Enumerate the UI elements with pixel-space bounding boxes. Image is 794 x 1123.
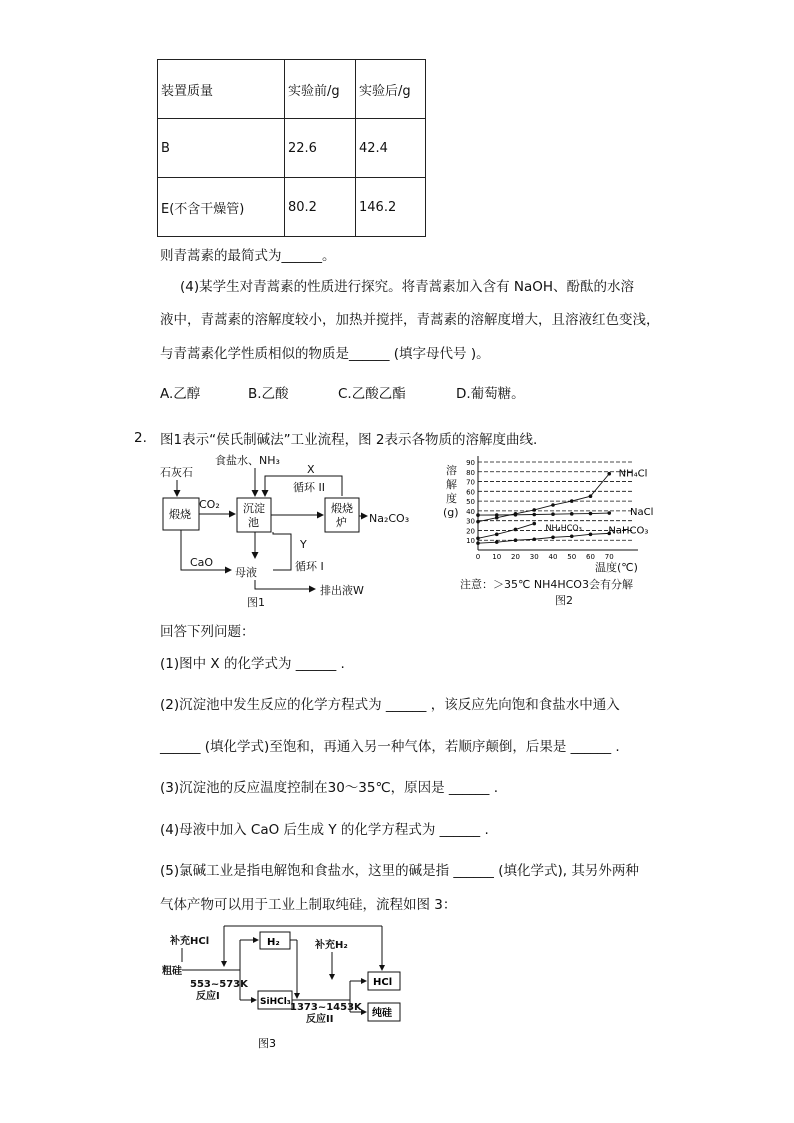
table-row: [158, 178, 426, 237]
r2-label: 反应II: [306, 1014, 334, 1025]
table-cell: 80.2: [285, 178, 356, 237]
data-point: [589, 494, 593, 498]
pure-si-label: 纯硅: [372, 1008, 392, 1019]
table-cell: E(不含干燥管): [158, 178, 285, 237]
discharge-label: 排出液W: [320, 584, 364, 597]
pool-label-1: 沉淀: [243, 502, 265, 515]
q3-answer-line: 则青蒿素的最简式为______。: [160, 248, 336, 264]
part-4: (4)母液中加入 CaO 后生成 Y 的化学方程式为 ______ .: [160, 822, 489, 838]
figure-2-solubility-chart: [440, 452, 670, 612]
table-cell: 146.2: [356, 178, 426, 237]
part-5-line-2: 气体产物可以用于工业上制取纯硅，流程如图 3：: [160, 897, 457, 913]
y-tick-label: 20: [466, 527, 475, 536]
x-tick-label: 30: [529, 553, 539, 561]
series-label: NH₄HCO₃: [545, 523, 582, 533]
series-label: NH₄Cl: [618, 468, 648, 480]
option-a: A.乙醇: [160, 386, 201, 402]
figure-3-silicon-flow: [160, 922, 410, 1052]
h2-label: H₂: [267, 937, 280, 948]
cycle2-label: 循环 II: [293, 481, 325, 494]
crude-si-label: 粗硅: [162, 966, 182, 977]
y-tick-label: 50: [466, 498, 475, 507]
x-tick-label: 40: [548, 553, 558, 561]
q4-line-3: 与青蒿素化学性质相似的物质是______ (填字母代号 )。: [160, 346, 490, 362]
figure-2-caption: 图2: [555, 594, 573, 607]
y-label: Y: [300, 538, 307, 551]
x-tick-label: 50: [567, 553, 577, 561]
table-cell: B: [158, 119, 285, 178]
data-point: [476, 513, 480, 517]
answer-prompt: 回答下列问题：: [160, 624, 255, 640]
part-2-line-1: (2)沉淀池中发生反应的化学方程式为 ______ ，该反应先向饱和食盐水中通入: [160, 697, 620, 713]
cycle1-label: 循环 I: [295, 560, 324, 573]
x-tick-label: 20: [511, 553, 520, 561]
table-header-cell: 实验后/g: [356, 60, 426, 119]
x-tick-label: 0: [475, 553, 481, 561]
series-line: [478, 524, 534, 539]
calcine-label: 煅烧: [169, 508, 191, 521]
data-point: [551, 512, 555, 516]
y-axis-label-2: 解: [446, 478, 457, 491]
data-point: [476, 536, 480, 540]
data-point: [532, 522, 536, 526]
data-point: [476, 541, 480, 545]
x-tick-label: 60: [586, 553, 595, 561]
x-tick-label: 70: [604, 553, 614, 561]
cao-label: CaO: [190, 556, 214, 569]
table-header-cell: 装置质量: [158, 60, 285, 119]
data-point: [476, 520, 480, 524]
part-5-line-1: (5)氯碱工业是指电解饱和食盐水，这里的碱是指 ______ (填化学式), 其另外两种: [160, 863, 639, 879]
sihcl3-label: SiHCl₃: [260, 997, 291, 1007]
y-axis-label-1: 溶: [446, 464, 457, 477]
data-point: [570, 535, 574, 539]
part-2-line-2: ______ (填化学式)至饱和，再通入另一种气体，若顺序颠倒，后果是 ______ .: [160, 739, 620, 755]
limestone-label: 石灰石: [160, 466, 193, 479]
y-axis-label-4: (g): [443, 506, 459, 519]
h2-add-label: 补充H₂: [315, 940, 348, 951]
data-point: [532, 508, 536, 512]
y-axis-label-3: 度: [446, 492, 457, 505]
pool-label-2: 池: [248, 516, 259, 529]
figure-1-flowchart: [155, 448, 435, 608]
y-tick-label: 30: [466, 517, 475, 526]
series-label: NaHCO₃: [608, 525, 649, 537]
data-point: [495, 513, 499, 517]
part-3: (3)沉淀池的反应温度控制在30～35℃，原因是 ______ .: [160, 780, 499, 796]
part-1: (1)图中 X 的化学式为 ______ .: [160, 656, 345, 672]
x-label: X: [307, 463, 315, 476]
r1-temp-label: 553~573K: [190, 979, 248, 990]
x-tick-label: 10: [492, 553, 502, 561]
question-intro: 图1表示“侯氏制碱法”工业流程，图 2表示各物质的溶解度曲线.: [160, 432, 538, 448]
data-point: [570, 512, 574, 516]
data-point: [514, 538, 518, 542]
chart-note: 注意：＞35℃ NH4HCO3会有分解: [460, 578, 633, 591]
data-point: [607, 472, 611, 476]
y-tick-label: 90: [466, 459, 475, 467]
table-header-row: [158, 60, 426, 119]
calciner-label-2: 炉: [336, 516, 347, 529]
data-point: [607, 511, 611, 515]
series-label: NaCl: [630, 506, 654, 518]
hcl-label: HCl: [373, 977, 393, 988]
data-point: [589, 512, 593, 516]
data-point: [532, 537, 536, 541]
table-cell: 42.4: [356, 119, 426, 178]
figure-1-caption: 图1: [247, 596, 265, 608]
y-tick-label: 60: [466, 488, 475, 497]
option-b: B.乙酸: [248, 386, 289, 402]
mass-table: [157, 59, 426, 237]
product-label: Na₂CO₃: [369, 512, 410, 525]
question-number: 2.: [134, 430, 147, 446]
table-row: [158, 119, 426, 178]
q4-line-1: (4)某学生对青蒿素的性质进行探究。将青蒿素加入含有 NaOH、酚酞的水溶: [180, 279, 635, 295]
data-point: [570, 499, 574, 503]
data-point: [532, 513, 536, 517]
figure-3-caption: 图3: [258, 1037, 276, 1050]
y-tick-label: 10: [466, 537, 475, 546]
calciner-label-1: 煅烧: [331, 502, 353, 515]
q4-line-2: 液中，青蒿素的溶解度较小，加热并搅拌，青蒿素的溶解度增大，且溶液红色变浅，: [160, 312, 660, 328]
data-point: [589, 533, 593, 537]
y-tick-label: 40: [466, 507, 475, 516]
brine-label: 食盐水、NH₃: [215, 454, 280, 467]
data-point: [551, 535, 555, 539]
table-header-cell: 实验前/g: [285, 60, 356, 119]
option-d: D.葡萄糖。: [456, 386, 525, 402]
option-c: C.乙酸乙酯: [338, 386, 406, 402]
y-tick-label: 70: [466, 478, 475, 487]
co2-label: CO₂: [199, 498, 220, 511]
data-point: [495, 540, 499, 544]
hcl-add-label: 补充HCl: [170, 936, 210, 947]
mother-liquor-label: 母液: [235, 566, 257, 579]
data-point: [495, 533, 499, 537]
x-axis-label: 温度(℃): [595, 561, 638, 574]
r1-label: 反应I: [196, 991, 220, 1002]
y-tick-label: 80: [466, 468, 475, 477]
data-point: [514, 513, 518, 517]
data-point: [514, 528, 518, 532]
r2-temp-label: 1373~1453K: [290, 1002, 362, 1013]
data-point: [551, 503, 555, 507]
table-cell: 22.6: [285, 119, 356, 178]
